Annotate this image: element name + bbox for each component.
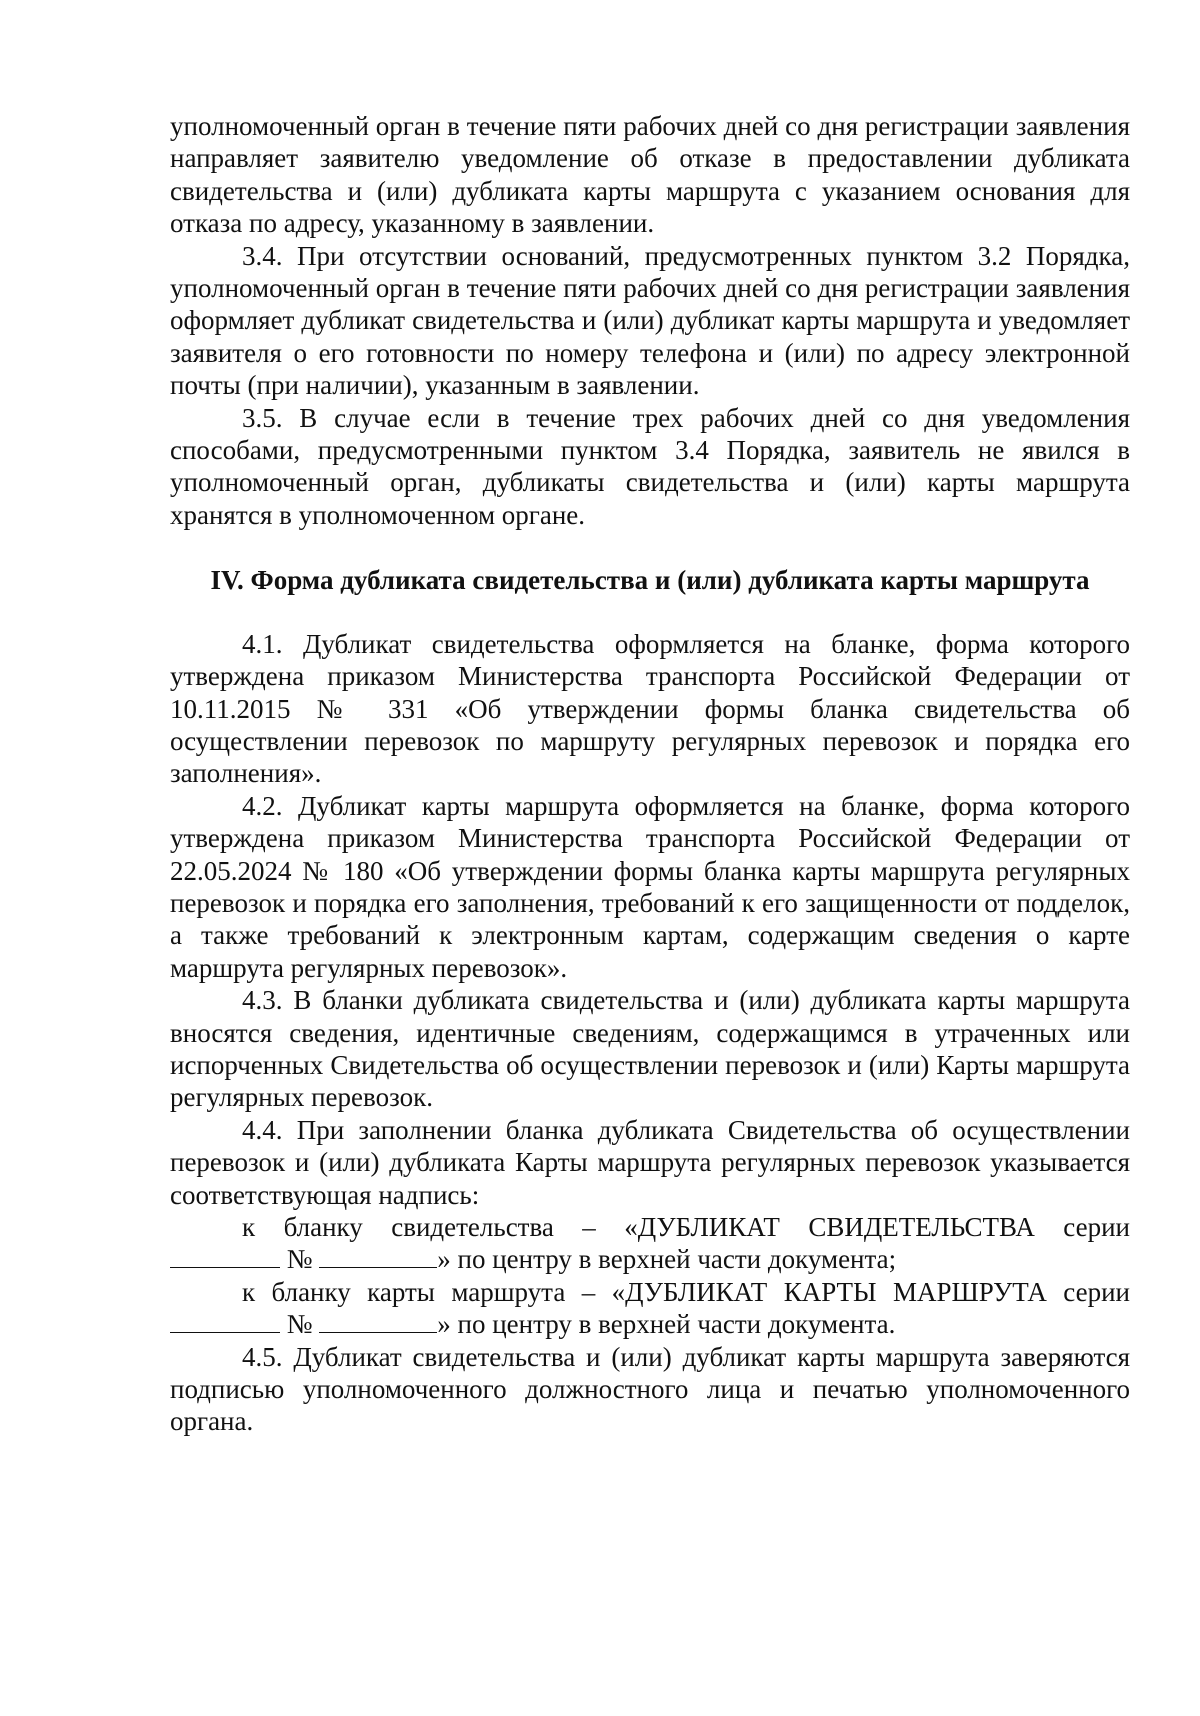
- paragraph-4-5: 4.5. Дубликат свидетельства и (или) дубликат карты маршрута заверяются подписью уполномоченного должностного лица и печатью уполномоченного органа.: [170, 1341, 1130, 1437]
- route-card-inscription-tail: » по центру в верхней части документа.: [437, 1309, 896, 1340]
- document-page: [170, 110, 1130, 1438]
- route-card-number-blank: [319, 1308, 437, 1333]
- route-card-series-blank: [170, 1308, 280, 1333]
- certificate-inscription-line: [170, 1211, 1130, 1243]
- paragraph-3-3-continuation: уполномоченный орган в течение пяти рабочих дней со дня регистрации заявления направляет заявителю уведомление об отказе в предоставлении дубликата свидетельства и (или) дубликата карты маршрута с указанием основания для отказа по адресу, указанному в заявлении.: [170, 111, 1130, 239]
- route-card-inscription-text: к бланку карты маршрута – «ДУБЛИКАТ КАРТЫ МАРШРУТА серии: [242, 1276, 1130, 1307]
- certificate-number-blank: [319, 1243, 437, 1268]
- paragraph-4-3: 4.3. В бланки дубликата свидетельства и (или) дубликата карты маршрута вносятся сведения, идентичные сведениям, содержащимся в утраченных или испорченных Свидетельства об осуществлении перевозок и (или) Карты маршрута регулярных перевозок.: [170, 985, 1130, 1113]
- paragraph-4-2: 4.2. Дубликат карты маршрута оформляется на бланке, форма которого утверждена приказом Министерства транспорта Российской Федерации от 22.05.2024 № 180 «Об утверждении формы бланка карты маршрута регулярных перевозок и порядка его заполнения, требований к его защищенности от подделок, а также требований к электронным картам, содержащим сведения о карте маршрута регулярных перевозок».: [170, 790, 1130, 983]
- route-card-inscription-line: [170, 1276, 1130, 1308]
- route-card-number-sign: №: [286, 1309, 313, 1340]
- route-card-inscription-fill-line: [170, 1308, 1130, 1340]
- paragraph-4-1: 4.1. Дубликат свидетельства оформляется на бланке, форма которого утверждена приказом Министерства транспорта Российской Федерации от 10.11.2015 № 331 «Об утверждении формы бланка свидетельства об осуществлении перевозок по маршруту регулярных перевозок и порядка его заполнения».: [170, 628, 1130, 789]
- section-iv-heading: IV. Форма дубликата свидетельства и (или) дубликата карты маршрута: [210, 565, 1090, 596]
- certificate-series-blank: [170, 1243, 280, 1268]
- paragraph-3-5: 3.5. В случае если в течение трех рабочих дней со дня уведомления способами, предусмотренными пунктом 3.4 Порядка, заявитель не явился в уполномоченный орган, дубликаты свидетельства и (или) карты маршрута хранятся в уполномоченном органе.: [170, 402, 1130, 530]
- paragraph-4-4: 4.4. При заполнении бланка дубликата Свидетельства об осуществлении перевозок и (или) дубликата Карты маршрута регулярных перевозок указывается соответствующая надпись:: [170, 1114, 1130, 1210]
- certificate-number-sign: №: [286, 1244, 313, 1275]
- certificate-inscription-tail: » по центру в верхней части документа;: [437, 1244, 897, 1275]
- certificate-inscription-text: к бланку свидетельства – «ДУБЛИКАТ СВИДЕТЕЛЬСТВА серии: [242, 1212, 1130, 1242]
- paragraph-3-4: 3.4. При отсутствии оснований, предусмотренных пунктом 3.2 Порядка, уполномоченный орган в течение пяти рабочих дней со дня регистрации заявления оформляет дубликат свидетельства и (или) дубликат карты маршрута и уведомляет заявителя о его готовности по номеру телефона и (или) по адресу электронной почты (при наличии), указанным в заявлении.: [170, 240, 1130, 401]
- certificate-inscription-fill-line: [170, 1243, 1130, 1275]
